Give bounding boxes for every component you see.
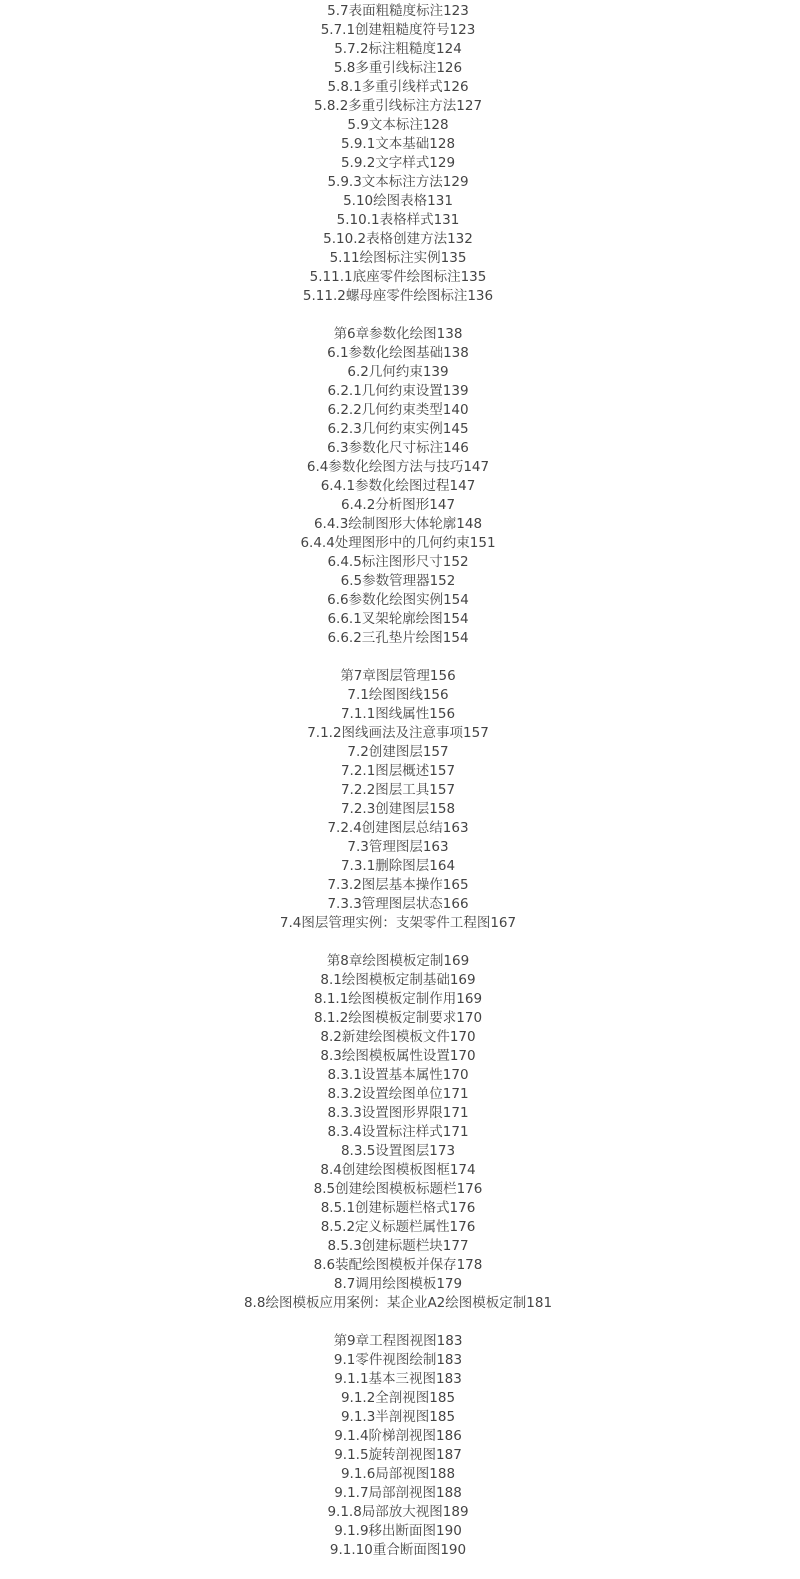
toc-section bbox=[0, 952, 796, 1313]
toc-entry: 6.3参数化尺寸标注146 bbox=[327, 440, 469, 456]
toc-entry: 8.3.4设置标注样式171 bbox=[327, 1124, 469, 1140]
toc-entry: 8.3.5设置图层173 bbox=[340, 1143, 456, 1159]
toc-entry: 6.6参数化绘图实例154 bbox=[327, 592, 469, 608]
toc-entry: 6.5参数管理器152 bbox=[340, 573, 456, 589]
toc-entry: 8.3.3设置图形界限171 bbox=[327, 1105, 469, 1121]
toc-entry: 7.2.3创建图层158 bbox=[340, 801, 456, 817]
toc-entry: 7.4图层管理实例：支架零件工程图167 bbox=[279, 915, 517, 931]
toc-entry: 5.9.2文字样式129 bbox=[340, 155, 456, 171]
toc-entry: 8.5.3创建标题栏块177 bbox=[327, 1238, 469, 1254]
toc-entry: 9.1.8局部放大视图189 bbox=[327, 1504, 469, 1520]
toc-entry: 8.1绘图模板定制基础169 bbox=[320, 972, 476, 988]
toc-entry: 8.3.1设置基本属性170 bbox=[327, 1067, 469, 1083]
toc-entry: 8.6装配绘图模板并保存178 bbox=[313, 1257, 483, 1273]
toc-entry: 9.1.7局部剖视图188 bbox=[334, 1485, 462, 1501]
toc-entry: 6.4参数化绘图方法与技巧147 bbox=[306, 459, 490, 475]
toc-entry: 7.3.2图层基本操作165 bbox=[327, 877, 469, 893]
chapter-heading: 第9章工程图视图183 bbox=[333, 1333, 463, 1349]
toc-entry: 8.5.2定义标题栏属性176 bbox=[320, 1219, 476, 1235]
toc-entry: 8.5.1创建标题栏格式176 bbox=[320, 1200, 476, 1216]
toc-entry: 5.11.1底座零件绘图标注135 bbox=[309, 269, 487, 285]
toc-entry: 8.3.2设置绘图单位171 bbox=[327, 1086, 469, 1102]
toc-entry: 5.9文本标注128 bbox=[347, 117, 449, 133]
toc-entry: 7.1绘图图线156 bbox=[347, 687, 449, 703]
toc-entry: 8.2新建绘图模板文件170 bbox=[320, 1029, 476, 1045]
toc-entry: 5.8多重引线标注126 bbox=[333, 60, 463, 76]
toc-entry: 5.8.2多重引线标注方法127 bbox=[313, 98, 483, 114]
toc-entry: 7.2.1图层概述157 bbox=[340, 763, 456, 779]
toc-entry: 6.1参数化绘图基础138 bbox=[327, 345, 469, 361]
toc-section bbox=[0, 667, 796, 933]
toc-entry: 5.7表面粗糙度标注123 bbox=[327, 3, 469, 19]
toc-entry: 5.7.2标注粗糙度124 bbox=[334, 41, 462, 57]
toc-entry: 5.9.1文本基础128 bbox=[340, 136, 456, 152]
toc-entry: 6.6.1叉架轮廓绘图154 bbox=[327, 611, 469, 627]
toc-entry: 9.1.9移出断面图190 bbox=[334, 1523, 462, 1539]
toc-entry: 9.1.4阶梯剖视图186 bbox=[334, 1428, 462, 1444]
toc-entry: 5.7.1创建粗糙度符号123 bbox=[320, 22, 476, 38]
toc-entry: 5.10.2表格创建方法132 bbox=[323, 231, 473, 247]
toc-entry: 7.3.1删除图层164 bbox=[340, 858, 456, 874]
toc-entry: 7.2.2图层工具157 bbox=[340, 782, 456, 798]
toc-entry: 9.1.3半剖视图185 bbox=[340, 1409, 456, 1425]
toc-entry: 5.11.2螺母座零件绘图标注136 bbox=[302, 288, 494, 304]
toc-entry: 8.1.2绘图模板定制要求170 bbox=[313, 1010, 483, 1026]
toc-entry: 6.6.2三孔垫片绘图154 bbox=[327, 630, 469, 646]
toc-entry: 6.2.3几何约束实例145 bbox=[327, 421, 469, 437]
toc-entry: 8.7调用绘图模板179 bbox=[333, 1276, 463, 1292]
toc-section bbox=[0, 325, 796, 648]
toc-entry: 5.8.1多重引线样式126 bbox=[327, 79, 469, 95]
toc-entry: 9.1零件视图绘制183 bbox=[333, 1352, 463, 1368]
toc-entry: 6.4.2分析图形147 bbox=[340, 497, 456, 513]
toc-entry: 7.2.4创建图层总结163 bbox=[327, 820, 469, 836]
toc-entry: 5.11绘图标注实例135 bbox=[329, 250, 467, 266]
toc-entry: 7.2创建图层157 bbox=[347, 744, 449, 760]
toc-entry: 6.4.4处理图形中的几何约束151 bbox=[300, 535, 496, 551]
toc-entry: 8.4创建绘图模板图框174 bbox=[320, 1162, 476, 1178]
toc-entry: 5.10.1表格样式131 bbox=[336, 212, 460, 228]
table-of-contents bbox=[0, 2, 796, 1579]
toc-entry: 5.10绘图表格131 bbox=[343, 193, 453, 209]
toc-entry: 9.1.10重合断面图190 bbox=[329, 1542, 467, 1558]
toc-entry: 9.1.1基本三视图183 bbox=[334, 1371, 462, 1387]
toc-entry: 9.1.2全剖视图185 bbox=[340, 1390, 456, 1406]
chapter-heading: 第7章图层管理156 bbox=[340, 668, 456, 684]
toc-entry: 7.3管理图层163 bbox=[347, 839, 449, 855]
toc-entry: 8.3绘图模板属性设置170 bbox=[320, 1048, 476, 1064]
toc-entry: 5.9.3文本标注方法129 bbox=[327, 174, 469, 190]
toc-section bbox=[0, 2, 796, 306]
toc-entry: 9.1.6局部视图188 bbox=[340, 1466, 456, 1482]
toc-entry: 7.1.2图线画法及注意事项157 bbox=[307, 725, 489, 741]
toc-entry: 6.4.3绘制图形大体轮廓148 bbox=[313, 516, 483, 532]
chapter-heading: 第6章参数化绘图138 bbox=[333, 326, 463, 342]
toc-entry: 6.4.1参数化绘图过程147 bbox=[320, 478, 476, 494]
toc-entry: 6.4.5标注图形尺寸152 bbox=[327, 554, 469, 570]
toc-entry: 8.8绘图模板应用案例：某企业A2绘图模板定制181 bbox=[243, 1295, 553, 1311]
chapter-heading: 第8章绘图模板定制169 bbox=[326, 953, 470, 969]
toc-entry: 6.2几何约束139 bbox=[347, 364, 449, 380]
toc-entry: 8.5创建绘图模板标题栏176 bbox=[313, 1181, 483, 1197]
toc-entry: 6.2.2几何约束类型140 bbox=[327, 402, 469, 418]
toc-entry: 9.1.5旋转剖视图187 bbox=[334, 1447, 462, 1463]
toc-entry: 7.1.1图线属性156 bbox=[340, 706, 456, 722]
toc-entry: 6.2.1几何约束设置139 bbox=[327, 383, 469, 399]
toc-section bbox=[0, 1332, 796, 1560]
toc-entry: 8.1.1绘图模板定制作用169 bbox=[313, 991, 483, 1007]
toc-entry: 7.3.3管理图层状态166 bbox=[327, 896, 469, 912]
